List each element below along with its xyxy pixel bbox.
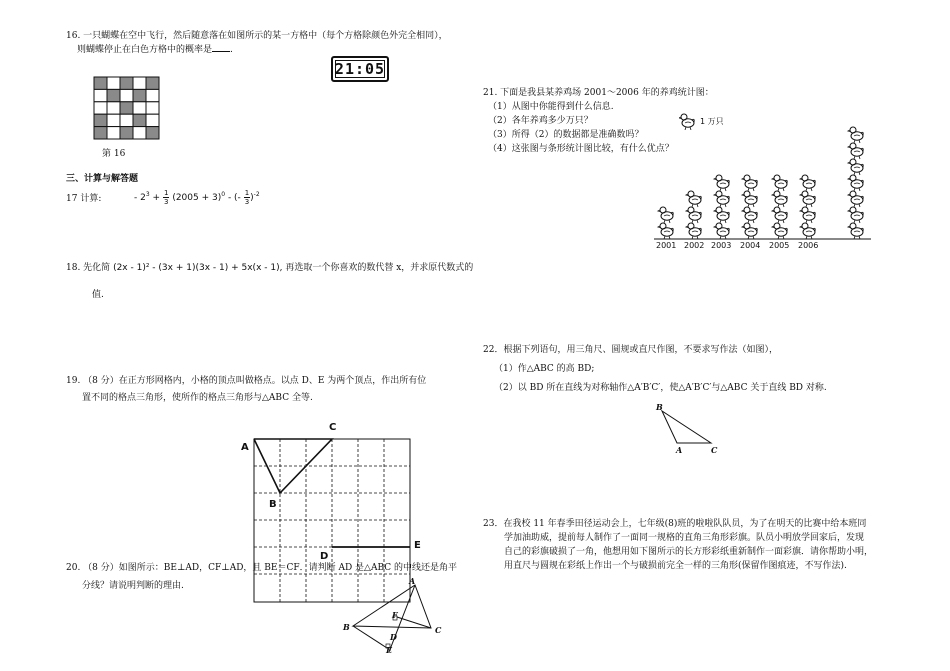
year-label-2006: 2006 (798, 241, 819, 250)
gray-square (94, 77, 107, 89)
chicken-icon (714, 223, 729, 239)
q19-line2: 置不同的格点三角形，使所作的格点三角形与△ABC 全等. (82, 393, 313, 403)
q17-frac1-den: 3 (163, 198, 169, 206)
q22-triangle-figure (655, 405, 725, 450)
q17-term-c: (2005 + 3) (172, 193, 222, 203)
q19-label-b: B (269, 499, 277, 510)
q17-term-a-exp: 3 (145, 191, 150, 198)
year-label-2005: 2005 (769, 241, 790, 250)
white-square (146, 89, 159, 101)
grid-lines (254, 439, 410, 602)
q22-item-1: （1）作△ABC 的高 BD; (494, 364, 595, 374)
q17-term-c-exp: 0 (221, 191, 226, 198)
q17-frac1-num: 1 (163, 189, 169, 197)
chicken-icon (742, 191, 757, 207)
gray-square (120, 127, 133, 139)
q23-line4: 用直尺与圆规在彩纸上作出一个与破损前完全一样的三角形(保留作图痕迹，不写作法). (504, 561, 847, 571)
chicken-icon (686, 191, 701, 207)
digital-clock (331, 56, 389, 82)
chicken-icon (848, 159, 863, 175)
q22-label-b: B (656, 402, 663, 412)
white-square (107, 127, 120, 139)
q17-term-e: ) (250, 193, 254, 203)
segment-be (353, 626, 387, 648)
gray-square (107, 89, 120, 101)
q21-item-3: （3）所得（2）的数据都是准确数吗？ (488, 130, 644, 140)
q17-term-d: - (- (227, 193, 241, 203)
q16-line2 (77, 42, 233, 56)
white-square (133, 127, 146, 139)
white-square (120, 114, 133, 126)
q20-label-f: F (392, 610, 398, 620)
gray-square (94, 127, 107, 139)
gray-square (133, 89, 146, 101)
chicken-icon (772, 175, 787, 191)
q21-item-1: （1）从图中你能得到什么信息. (488, 102, 614, 112)
digital-clock-display: 21:05 (334, 59, 386, 78)
q23-line2: 学加油助威，提前每人制作了一面同一规格的直角三角形彩旗。队员小明放学回家后，发现 (504, 533, 865, 543)
chicken-pictograph (650, 118, 875, 242)
white-square (94, 102, 107, 114)
chicken-icon (686, 207, 701, 223)
chicken-icon (772, 191, 787, 207)
gray-square (146, 77, 159, 89)
q21-legend-label: 1 万只 (700, 117, 724, 126)
white-square (146, 114, 159, 126)
year-label-2001: 2001 (656, 241, 677, 250)
year-label-2003: 2003 (711, 241, 732, 250)
chicken-icon (658, 223, 673, 239)
q21-item-4: （4）这张图与条形统计图比较，有什么优点？ (488, 144, 674, 154)
white-square (107, 77, 120, 89)
gray-square (120, 102, 133, 114)
chicken-icon (772, 223, 787, 239)
chicken-icon (848, 191, 863, 207)
q16-line1: 16. 一只蝴蝶在空中飞行，然后随意落在如图所示的某一方格中（每个方格除颜色外完全相同）， (66, 31, 448, 41)
q17-frac2-num: 1 (244, 189, 250, 197)
q20-label-b: B (343, 622, 350, 632)
chicken-icon (800, 207, 815, 223)
q18-line1 (66, 262, 473, 274)
triangle-abc-q20 (353, 585, 431, 628)
q21-title: 21. 下面是我县某养鸡场 2001～2006 年的养鸡统计图： (483, 88, 714, 98)
q16-figure-caption: 第 16 (102, 149, 126, 159)
q20-line1: 20. （8 分）如图所示：BE⊥AD，CF⊥AD，且 BE＝CF．请判断 AD 是△ABC 的中线还是角平 (66, 563, 457, 573)
q19-label-c: C (329, 422, 337, 433)
chicken-icon (714, 175, 729, 191)
q17-label: 17 计算: (66, 194, 102, 204)
triangle-abc-q22 (662, 411, 711, 443)
chicken-icon (714, 191, 729, 207)
chicken-icon (686, 223, 701, 239)
q18-expression: (2x - 1)² - (3x + 1)(3x - 1) + 5x(x - 1) (113, 263, 280, 273)
chicken-icon (800, 191, 815, 207)
chicken-icon (714, 207, 729, 223)
chicken-icon (742, 223, 757, 239)
checkerboard-figure (93, 76, 161, 140)
white-square (107, 114, 120, 126)
q22-title: 22．根据下列语句，用三角尺、圆规或直尺作图，不要求写作法（如图）， (483, 345, 778, 355)
chicken-icon (848, 143, 863, 159)
q16-line2-text: 则蝴蝶停止在白色方格中的概率是 (77, 45, 213, 55)
segment-cf (397, 617, 431, 628)
white-square (94, 89, 107, 101)
q19-label-d: D (320, 551, 329, 562)
q19-square-grid (253, 438, 416, 606)
chicken-icon (848, 207, 863, 223)
q23-line3: 自己的彩旗破损了一角，他想用如下图所示的长方形彩纸重新制作一面彩旗．请你帮助小明， (504, 547, 874, 557)
q19-label-a: A (241, 442, 249, 453)
section-title: 三、计算与解答题 (66, 174, 139, 184)
gray-square (94, 114, 107, 126)
q17-plus: + (152, 193, 161, 203)
answer-blank[interactable] (212, 42, 230, 52)
chicken-icon (848, 127, 863, 143)
chicken-icon (848, 175, 863, 191)
q16-tail: . (230, 45, 233, 55)
white-square (133, 102, 146, 114)
q18-prefix: 18. 先化简 (66, 263, 111, 273)
white-square (133, 77, 146, 89)
q19-line1: 19. （8 分）在正方形网格内，小格的顶点叫做格点。以点 D、E 为两个顶点，作出所有位 (66, 376, 427, 386)
q19-label-e: E (414, 540, 421, 551)
chicken-icon (772, 207, 787, 223)
gray-square (146, 127, 159, 139)
chicken-icon (742, 175, 757, 191)
q21-item-2: （2）各年养鸡多少万只？ (488, 116, 593, 126)
q18-suffix: , 再选取一个你喜欢的数代替 x，并求原代数式的 (279, 263, 474, 273)
q17-term-a: - 2 (134, 193, 146, 203)
gray-square (120, 77, 133, 89)
q20-line2: 分线？请说明判断的理由. (82, 581, 184, 591)
q22-label-a: A (676, 445, 683, 455)
chicken-icon (848, 223, 863, 239)
q17-frac2-den: 3 (244, 198, 250, 206)
chicken-icon (658, 207, 673, 223)
q22-item-2: （2）以 BD 所在直线为对称轴作△A′B′C′，使△A′B′C′与△ABC 关于直线 BD 对称. (494, 383, 827, 393)
chicken-icon (800, 175, 815, 191)
q18-line2: 值. (92, 290, 104, 300)
gray-square (133, 114, 146, 126)
q20-label-d: D (390, 632, 397, 642)
q20-label-c: C (435, 625, 442, 635)
q22-label-c: C (711, 445, 718, 455)
q17-expression (134, 189, 260, 206)
white-square (120, 89, 133, 101)
year-label-2004: 2004 (740, 241, 761, 250)
white-square (107, 102, 120, 114)
chicken-icon (742, 207, 757, 223)
q23-line1: 23．在我校 11 年春季田径运动会上，七年级(8)班的啦啦队队员，为了在明天的比赛中给本班同 (483, 519, 867, 529)
q17-fraction-1 (163, 189, 169, 206)
q20-label-e: E (386, 645, 393, 655)
q20-label-a: A (409, 576, 416, 586)
q17-term-e-exp: -2 (253, 191, 260, 198)
year-label-2002: 2002 (684, 241, 705, 250)
chicken-icon (800, 223, 815, 239)
white-square (146, 102, 159, 114)
